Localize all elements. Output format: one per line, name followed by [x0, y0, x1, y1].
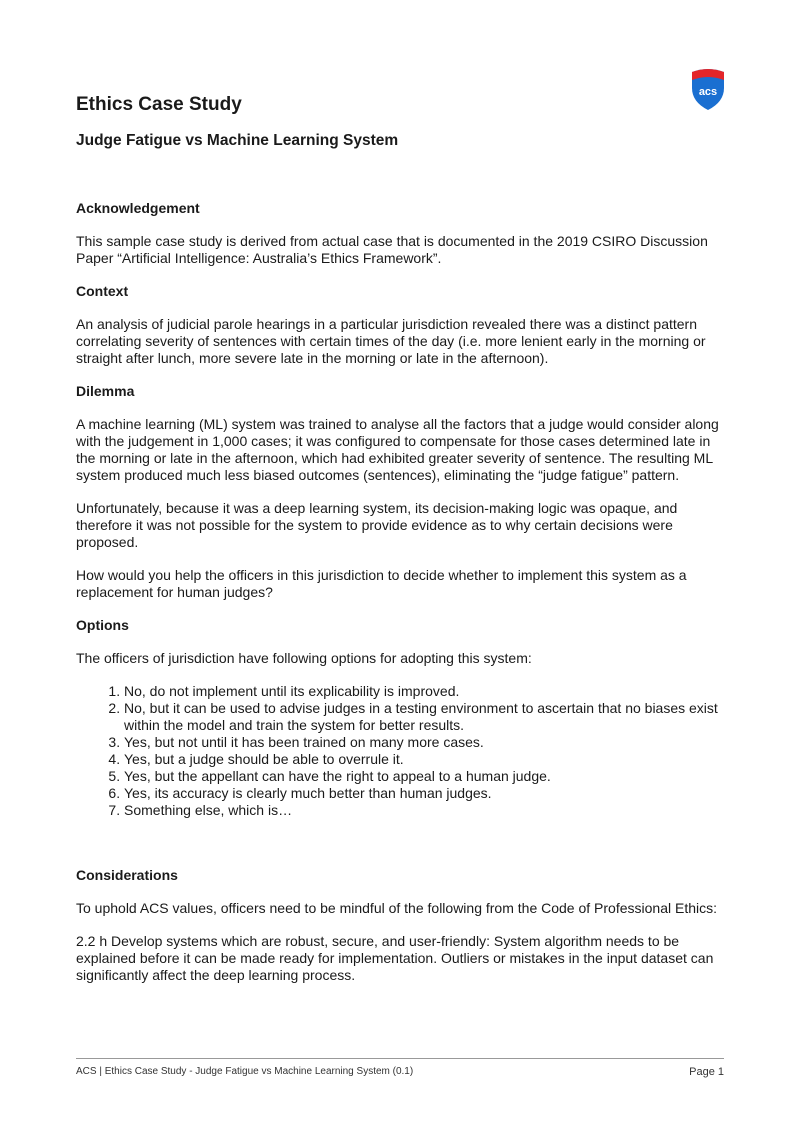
section-spacer: [76, 835, 724, 867]
list-item: 7. Something else, which is…: [124, 802, 724, 819]
dilemma-paragraph: Unfortunately, because it was a deep learning system, its decision-making logic was opaque, and therefore it was not possible for the system to provide evidence as to why certain decisions were proposed.: [76, 500, 678, 550]
context-text: An analysis of judicial parole hearings in a particular jurisdiction revealed there was a distinct pattern correlating severity of sentences with certain times of the day (i.e. more lenient early in the morning or straight after lunch, more severe late in the morning or late in the afternoon).: [76, 316, 706, 366]
acs-logo-icon: [688, 68, 728, 112]
considerations-heading: Considerations: [76, 867, 178, 883]
considerations-paragraph: 2.2 h Develop systems which are robust, secure, and user-friendly: System algorithm needs to be explained before it can be made ready for implementation. Outliers or mistakes in the input dataset can significantly affect the deep learning process.: [76, 933, 714, 983]
context-heading: Context: [76, 283, 129, 299]
list-item: 5. Yes, but the appellant can have the right to appeal to a human judge.: [124, 768, 724, 785]
acknowledgement-text: This sample case study is derived from actual case that is documented in the 2019 CSIRO Discussion Paper “Artificial Intelligence: Australia’s Ethics Framework”.: [76, 233, 708, 266]
svg-text:acs: acs: [698, 86, 718, 98]
options-list: [76, 683, 724, 819]
footer-divider: [76, 1058, 724, 1059]
footer-document-info: ACS | Ethics Case Study - Judge Fatigue vs Machine Learning System (0.1): [76, 1066, 414, 1077]
list-item: 2. No, but it can be used to advise judges in a testing environment to ascertain that no biases exist within the model and train the system for better results.: [124, 700, 724, 734]
options-intro: The officers of jurisdiction have following options for adopting this system:: [76, 650, 532, 666]
list-item: 6. Yes, its accuracy is clearly much better than human judges.: [124, 785, 724, 802]
document-subtitle: Judge Fatigue vs Machine Learning System: [76, 132, 399, 149]
acknowledgement-heading: Acknowledgement: [76, 200, 200, 216]
considerations-paragraph: To uphold ACS values, officers need to be mindful of the following from the Code of Professional Ethics:: [76, 900, 717, 916]
list-item: 4. Yes, but a judge should be able to overrule it.: [124, 751, 724, 768]
dilemma-paragraph: How would you help the officers in this jurisdiction to decide whether to implement this system as a replacement for human judges?: [76, 567, 687, 600]
footer-page-number: Page 1: [689, 1066, 724, 1078]
options-heading: Options: [76, 617, 129, 633]
list-item: 1. No, do not implement until its explicability is improved.: [124, 683, 724, 700]
document-title: Ethics Case Study: [76, 94, 242, 115]
document-body: [76, 200, 724, 1000]
list-item: 3. Yes, but not until it has been trained on many more cases.: [124, 734, 724, 751]
dilemma-heading: Dilemma: [76, 383, 135, 399]
dilemma-paragraph: A machine learning (ML) system was trained to analyse all the factors that a judge would consider along with the judgement in 1,000 cases; it was configured to compensate for those cases determined late in the morning or late in the afternoon, which had exhibited greater severity of sentence. The resulting ML system produced much less biased outcomes (sentences), eliminating the “judge fatigue” pattern.: [76, 416, 719, 483]
